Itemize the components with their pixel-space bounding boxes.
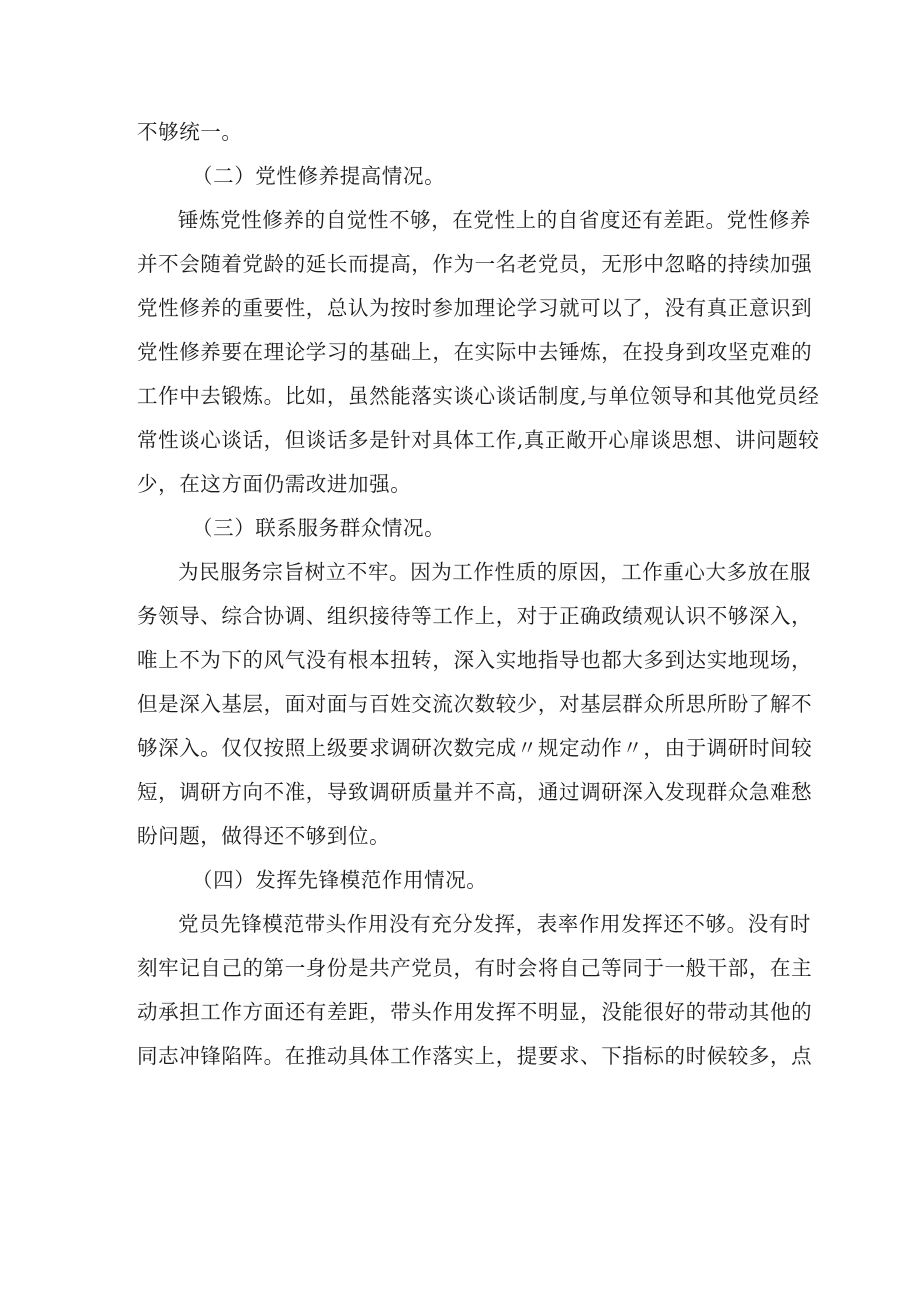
text-line: 短，调研方向不准，导致调研质量并不高，通过调研深入发现群众急难愁 (137, 780, 813, 804)
text-line: 够深入。仅仅按照上级要求调研次数完成〃规定动作〃，由于调研时间较 (137, 736, 813, 760)
text-line: 盼问题，做得还不够到位。 (137, 824, 391, 848)
text-line: 党性修养要在理论学习的基础上，在实际中去锤炼，在投身到攻坚克难的 (137, 340, 813, 364)
text-line: 常性谈心谈话，但谈话多是针对具体工作,真正敞开心扉谈思想、讲问题较 (137, 428, 820, 452)
text-line: 工作中去锻炼。比如，虽然能落实谈心谈话制度,与单位领导和其他党员经 (137, 384, 820, 408)
text-line: 同志冲锋陷阵。在推动具体工作落实上，提要求、下指标的时候较多，点 (137, 1044, 813, 1068)
text-line: 务领导、综合协调、组织接待等工作上，对于正确政绩观认识不够深入， (137, 604, 813, 628)
text-line: 不够统一。 (137, 120, 243, 144)
text-line: 唯上不为下的风气没有根本扭转，深入实地指导也都大多到达实地现场， (137, 648, 813, 672)
section-heading: （三）联系服务群众情况。 (192, 516, 446, 540)
document-body (137, 110, 820, 1078)
paragraph-first-line: 为民服务宗旨树立不牢。因为工作性质的原因，工作重心大多放在服 (178, 560, 811, 584)
text-line: 动承担工作方面还有差距，带头作用发挥不明显，没能很好的带动其他的 (137, 1000, 813, 1024)
paragraph-first-line: 党员先锋模范带头作用没有充分发挥，表率作用发挥还不够。没有时 (178, 912, 811, 936)
text-line: 少，在这方面仍需改进加强。 (137, 472, 412, 496)
text-line: 刻牢记自己的第一身份是共产党员，有时会将自己等同于一般干部，在主 (137, 956, 813, 980)
section-heading: （四）发挥先锋模范作用情况。 (192, 868, 488, 892)
section-heading: （二）党性修养提高情况。 (192, 164, 446, 188)
text-line: 并不会随着党龄的延长而提高，作为一名老党员，无形中忽略的持续加强 (137, 252, 813, 276)
text-line: 但是深入基层，面对面与百姓交流次数较少，对基层群众所思所盼了解不 (137, 692, 813, 716)
paragraph-first-line: 锤炼党性修养的自觉性不够，在党性上的自省度还有差距。党性修养 (178, 208, 811, 232)
text-line: 党性修养的重要性，总认为按时参加理论学习就可以了，没有真正意识到 (137, 296, 813, 320)
